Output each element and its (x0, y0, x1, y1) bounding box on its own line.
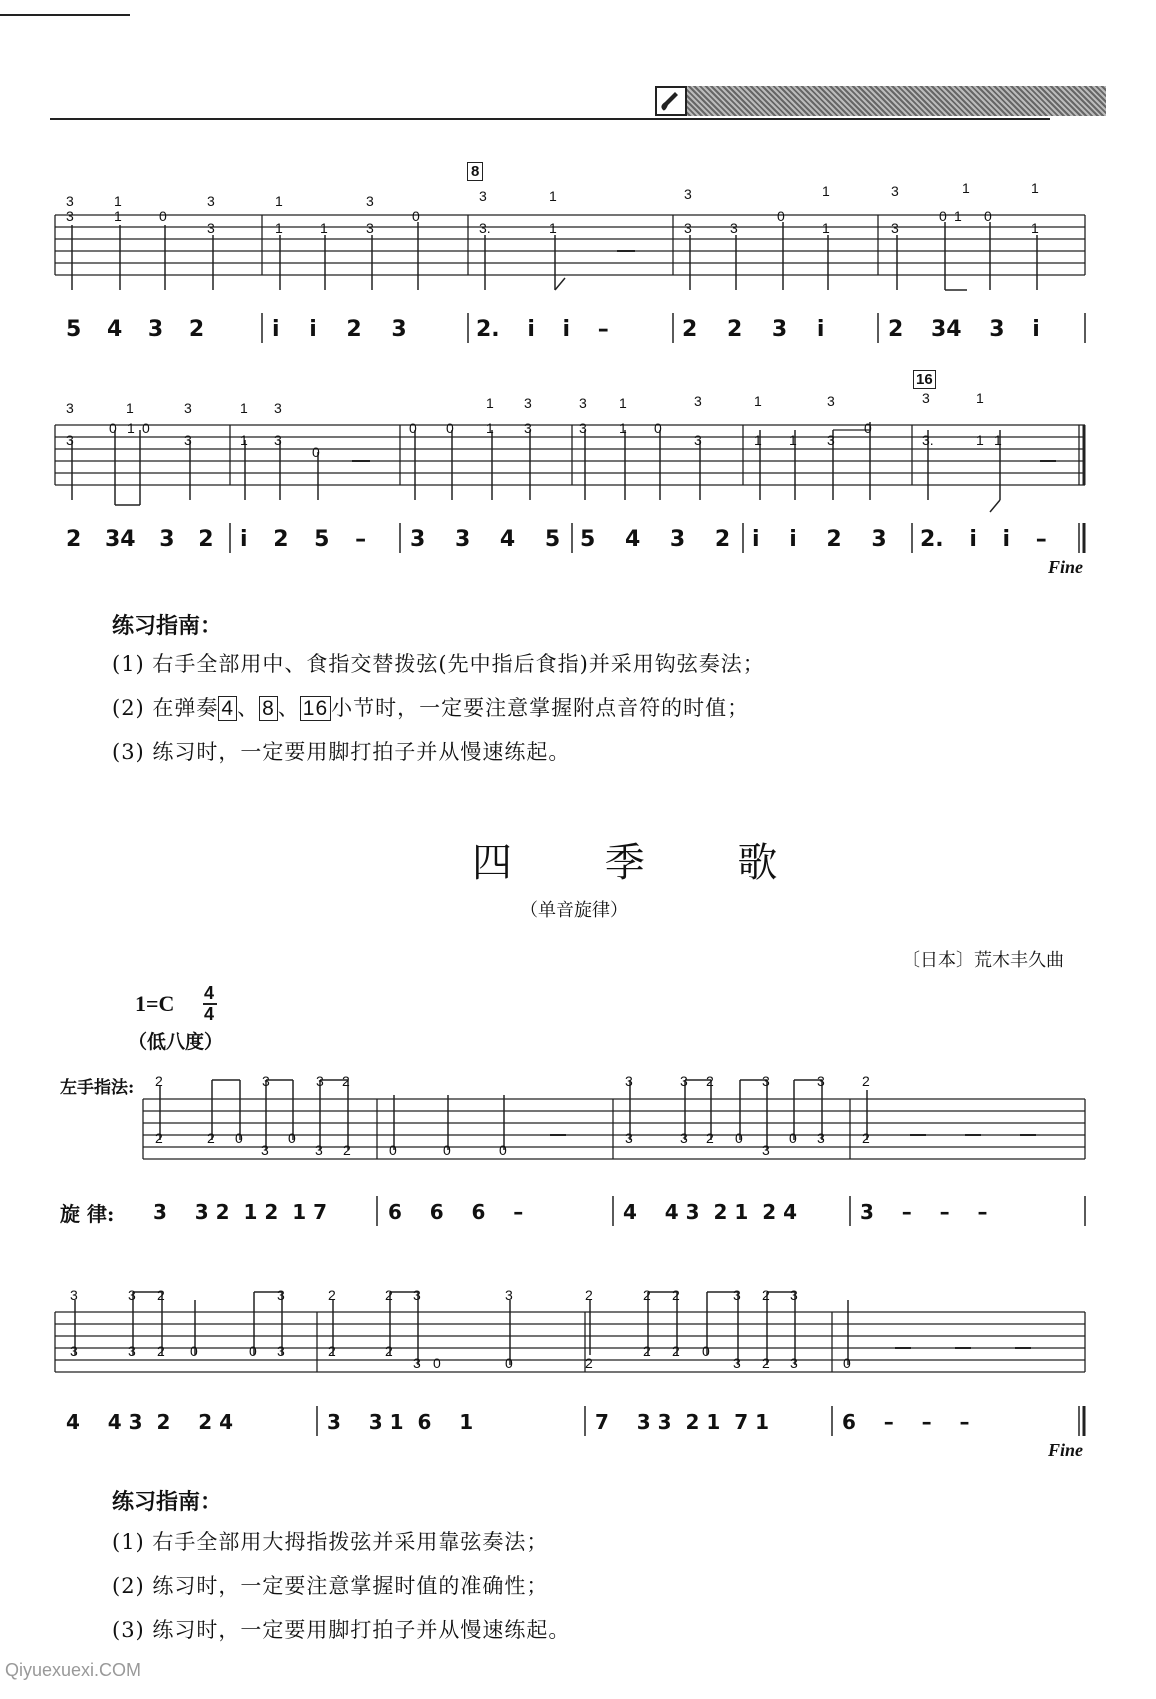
song-title: 四 季 歌 (472, 840, 818, 886)
measure-box-16: 16 (300, 696, 331, 721)
jianpu-measure: 6 6 6 – (388, 1200, 524, 1224)
note-stems-song-row1 (160, 1080, 867, 1150)
guide-item: (3) 练习时，一定要用脚打拍子并从慢速练起。 (112, 1618, 571, 1642)
jianpu-measure: i i 2 3 (752, 527, 887, 552)
song-subtitle: （单音旋律） (520, 900, 628, 921)
tab-staff-song-row1 (143, 1099, 1085, 1159)
guide-item: (1) 右手全部用中、食指交替拨弦(先中指后食指)并采用钩弦奏法； (112, 652, 765, 676)
separator: 、 (277, 696, 300, 720)
key-signature: 1=C (135, 991, 175, 1016)
note-stems-row2 (72, 422, 1000, 512)
guide-item: (3) 练习时，一定要用脚打拍子并从慢速练起。 (112, 740, 571, 764)
jianpu-measure: 3 3 4 5 (410, 527, 561, 552)
jianpu-measure: 4 4 3 2 1 2 4 (623, 1200, 798, 1224)
fine-marker: Fine (1048, 1440, 1084, 1460)
guide-item (112, 692, 749, 722)
jianpu-measure: 7 3 3 2 1 7 1 (595, 1410, 770, 1434)
jianpu-measure: 4 4 3 2 2 4 (66, 1410, 234, 1434)
time-signature-top: 4 (204, 983, 215, 1003)
time-signature-bottom: 4 (204, 1004, 215, 1024)
guide-item: (2) 练习时，一定要注意掌握时值的准确性； (112, 1574, 549, 1598)
guide-title: 练习指南： (112, 1490, 223, 1515)
measure-marker-16: 16 (913, 370, 936, 389)
jianpu-measure: 3 3 2 1 2 1 7 (153, 1200, 328, 1224)
jianpu-measure: 3 – – – (860, 1200, 988, 1224)
jianpu-measure: 5 4 3 2 (580, 527, 731, 552)
jianpu-measure: 2 2 3 i (682, 317, 825, 342)
jianpu-measure: 2 34 3 i (888, 317, 1040, 342)
jianpu-measure: 3 3 1 6 1 (327, 1410, 474, 1434)
melody-label: 旋 律: (60, 1202, 115, 1226)
jianpu-measure: 2. i i – (476, 317, 609, 342)
guide-item-prefix: (2) 在弹奏 (112, 696, 219, 720)
fine-marker: Fine (1048, 557, 1084, 577)
watermark: Qiyuexuexi.COM (5, 1660, 142, 1680)
octave-note: （低八度） (128, 1031, 224, 1053)
guide-item: (1) 右手全部用大拇指拨弦并采用靠弦奏法； (112, 1530, 549, 1554)
tab-staff-song-row2 (55, 1312, 1085, 1372)
jianpu-measure: 2. i i – (920, 527, 1047, 552)
guide-title: 练习指南： (112, 614, 223, 639)
jianpu-measure: i 2 5 – (240, 527, 367, 552)
left-hand-label: 左手指法: (60, 1078, 135, 1098)
measure-box-4: 4 (218, 696, 237, 721)
guide-item-suffix: 小节时，一定要注意掌握附点音符的时值； (331, 696, 750, 720)
measure-marker-8: 8 (467, 162, 483, 181)
jianpu-measure: 5 4 3 2 (66, 317, 205, 342)
jianpu-measure: i i 2 3 (272, 317, 407, 342)
separator: 、 (237, 696, 260, 720)
composer: 〔日本〕荒木丰久曲 (902, 950, 1064, 971)
jianpu-measure: 2 34 3 2 (66, 527, 214, 552)
measure-box-8: 8 (259, 696, 278, 721)
jianpu-measure: 6 – – – (842, 1410, 970, 1434)
